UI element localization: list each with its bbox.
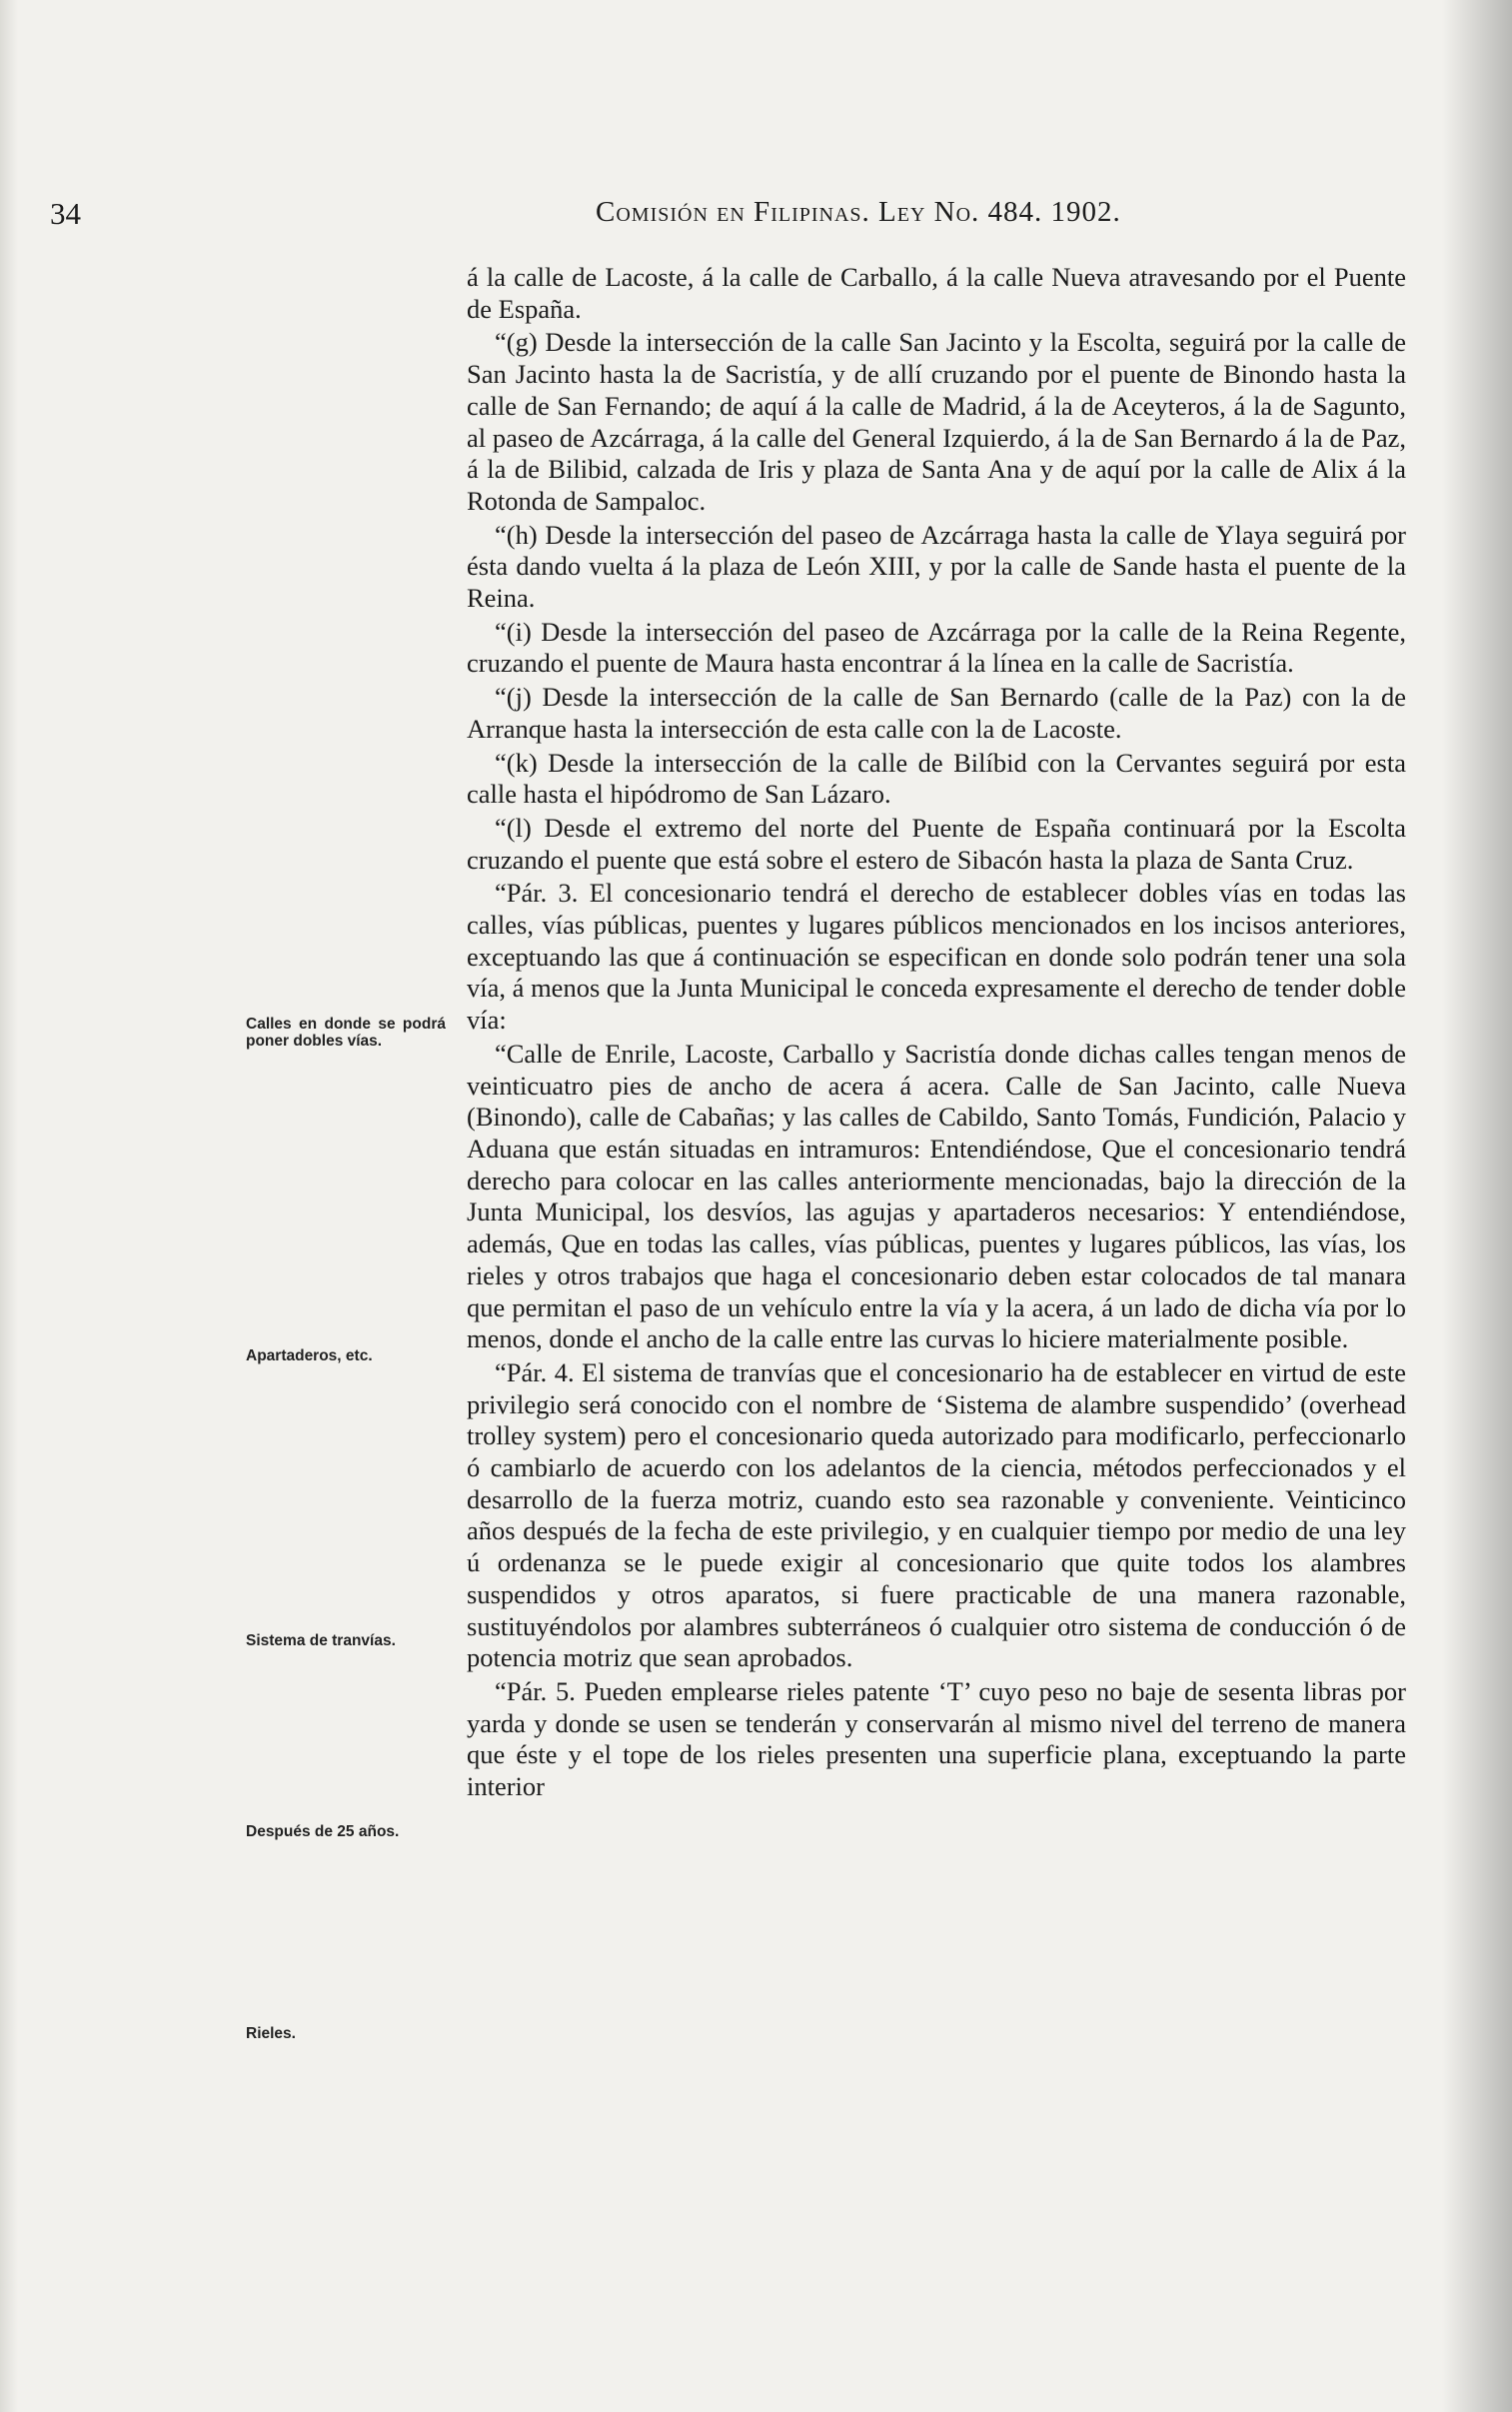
- paragraph-k: “(k) Desde la intersección de la calle de Bilíbid con la Cervantes seguirá por esta calle hasta el hipódromo de San Lázaro.: [467, 747, 1406, 810]
- margin-note-sistema-tranvias: Sistema de tranvías.: [246, 1632, 396, 1649]
- page-number: 34: [50, 196, 81, 231]
- margin-note-dobles-vias: Calles en donde se podrá poner dobles vías.: [246, 1016, 446, 1050]
- paragraph-calles-enrile: “Calle de Enrile, Lacoste, Carballo y Sacristía donde dichas calles tengan menos de veinticuatro pies de ancho de acera á acera. Calle de San Jacinto, calle Nueva (Binondo), calle de Cabañas; y las calles de Cabildo, Santo Tomás, Fundición, Palacio y Aduana que están situadas en intramuros: Entendiéndose, Que el concesionario tendrá derecho para colocar en las calles anteriormente mencionadas, bajo la dirección de la Junta Municipal, los desvíos, las agujas y apartaderos necesarios: Y entendiéndose, además, Que en todas las calles, vías públicas, puentes y lugares públicos, las vías, los rieles y otros trabajos que haga el concesionario deben estar colocados de tal manara que permitan el paso de un vehículo entre la vía y la acera, á un lado de dicha vía por lo menos, donde el ancho de la calle entre las curvas lo hiciere materialmente posible.: [467, 1038, 1406, 1354]
- paragraph-j: “(j) Desde la intersección de la calle de San Bernardo (calle de la Paz) con la de Arranque hasta la intersección de esta calle con la de Lacoste.: [467, 682, 1406, 744]
- paragraph-par-4: “Pár. 4. El sistema de tranvías que el concesionario ha de establecer en virtud de este privilegio será conocido con el nombre de ‘Sistema de alambre suspendido’ (overhead trolley system) pero el concesionario queda autorizado para modificarlo, perfeccionarlo ó cambiarlo de acuerdo con los adelantos de la ciencia, métodos perfeccionados y el desarrollo de la fuerza motriz, cuando esto sea razonable y conveniente. Veinticinco años después de la fecha de este privilegio, y en cualquier tiempo por medio de una ley ú ordenanza se le puede exigir al concesionario que quite todos los alambres suspendidos y otros aparatos, si fuere practicable de una manera razonable, sustituyéndolos por alambres subterráneos ó cualquier otro sistema de conducción ó de potencia motriz que sean aprobados.: [467, 1356, 1406, 1673]
- running-title: Comisión en Filipinas. Ley No. 484. 1902.: [596, 196, 1121, 228]
- paragraph-l: “(l) Desde el extremo del norte del Puente de España continuará por la Escolta cruzando el puente que está sobre el estero de Sibacón hasta la plaza de Santa Cruz.: [467, 812, 1406, 875]
- page-header: [50, 196, 1289, 236]
- margin-note-apartaderos: Apartaderos, etc.: [246, 1347, 373, 1364]
- margin-note-rieles: Rieles.: [246, 2025, 296, 2042]
- page-edge-shadow-left: [0, 0, 18, 2412]
- paragraph-continuation: á la calle de Lacoste, á la calle de Carballo, á la calle Nueva atravesando por el Puente de España.: [467, 262, 1406, 324]
- paragraph-par-5: “Pár. 5. Pueden emplearse rieles patente ‘T’ cuyo peso no baje de sesenta libras por yarda y donde se usen se tenderán y conservarán al mismo nivel del terreno de manera que éste y el tope de los rieles presenten una superficie plana, exceptuando la parte interior: [467, 1675, 1406, 1802]
- paragraph-g: “(g) Desde la intersección de la calle San Jacinto y la Escolta, seguirá por la calle de San Jacinto hasta la de Sacristía, y de allí cruzando por el puente de Binondo hasta la calle de San Fernando; de aquí á la calle de Madrid, á la de Aceyteros, á la de Sagunto, al paseo de Azcárraga, á la calle del General Izquierdo, á la de San Bernardo á la de Paz, á la de Bilibid, calzada de Iris y plaza de Santa Ana y de aquí por la calle de Alix á la Rotonda de Sampaloc.: [467, 327, 1406, 516]
- margin-note-despues-25-anos: Después de 25 años.: [246, 1823, 400, 1840]
- paragraph-i: “(i) Desde la intersección del paseo de Azcárraga por la calle de la Reina Regente, cruzando el puente de Maura hasta encontrar á la línea en la calle de Sacristía.: [467, 616, 1406, 679]
- body-text: [467, 262, 1406, 1803]
- paragraph-h: “(h) Desde la intersección del paseo de Azcárraga hasta la calle de Ylaya seguirá por ésta dando vuelta á la plaza de León XIII, y por la calle de Sande hasta el puente de la Reina.: [467, 519, 1406, 614]
- page-edge-shadow-right: [1442, 0, 1512, 2412]
- paragraph-par-3: “Pár. 3. El concesionario tendrá el derecho de establecer dobles vías en todas las calles, vías públicas, puentes y lugares públicos mencionados en los incisos anteriores, exceptuando las que á continuación se especifican en donde solo podrán tener una sola vía, á menos que la Junta Municipal le conceda expresamente el derecho de tender doble vía:: [467, 878, 1406, 1036]
